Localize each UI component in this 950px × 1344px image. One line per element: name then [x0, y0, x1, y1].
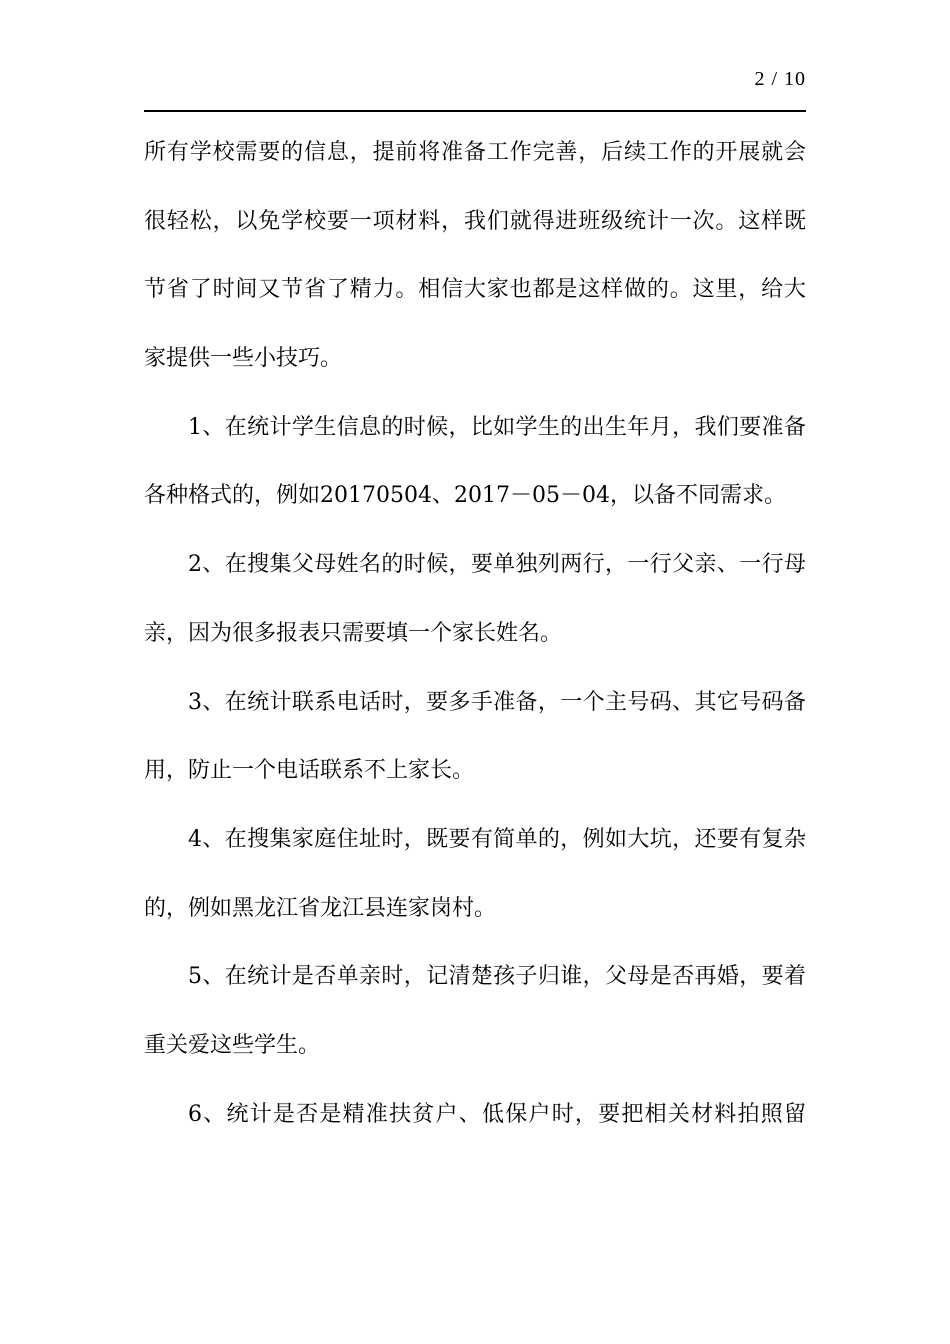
- text-line: 各种格式的，例如20170504、2017－05－04，以备不同需求。: [144, 483, 786, 509]
- text-line: 亲，因为很多报表只需要填一个家长姓名。: [144, 620, 563, 646]
- header-rule: [144, 110, 806, 112]
- text-line: 重关爱这些学生。: [144, 1032, 321, 1058]
- document-body: [144, 130, 806, 1160]
- text-line: 所有学校需要的信息，提前将准备工作完善，后续工作的开展就会: [144, 140, 806, 165]
- text-line: 节省了时间又节省了精力。相信大家也都是这样做的。这里，给大: [144, 277, 806, 303]
- text-line: 1、在统计学生信息的时候，比如学生的出生年月，我们要准备: [188, 414, 806, 440]
- text-line: 很轻松，以免学校要一项材料，我们就得进班级统计一次。这样既: [144, 208, 806, 234]
- page-number: 2 / 10: [754, 68, 806, 90]
- text-line: 6、统计是否是精准扶贫户、低保户时，要把相关材料拍照留: [188, 1101, 806, 1127]
- text-line: 2、在搜集父母姓名的时候，要单独列两行，一行父亲、一行母: [188, 552, 806, 578]
- text-line: 的，例如黑龙江省龙江县连家岗村。: [144, 895, 497, 921]
- text-line: 家提供一些小技巧。: [144, 346, 343, 372]
- text-line: 3、在统计联系电话时，要多手准备，一个主号码、其它号码备: [188, 689, 806, 715]
- text-line: 4、在搜集家庭住址时，既要有简单的，例如大坑，还要有复杂: [188, 826, 806, 852]
- text-line: 用，防止一个电话联系不上家长。: [144, 758, 475, 784]
- text-line: 5、在统计是否单亲时，记清楚孩子归谁，父母是否再婚，要着: [188, 964, 806, 990]
